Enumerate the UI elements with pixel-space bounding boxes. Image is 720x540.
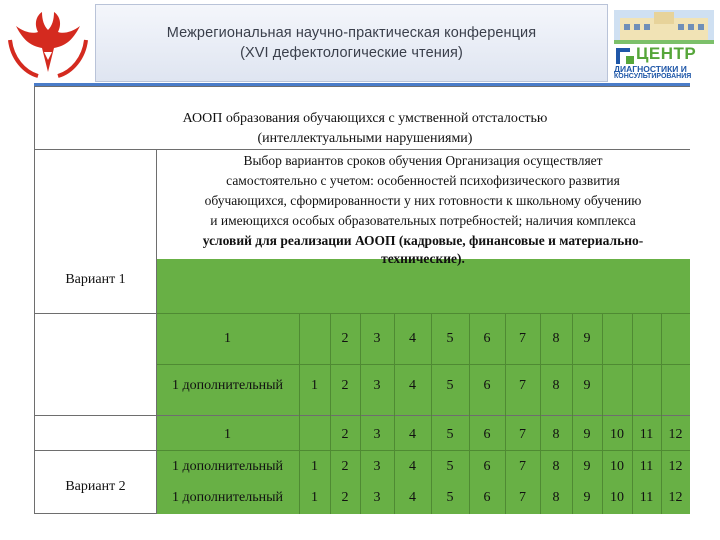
grade-number: 7 [519, 378, 526, 393]
note-line-3: обучающихся, сформированности у них готовности к школьному обучению [204, 193, 642, 208]
udmurtia-emblem-logo [2, 2, 94, 84]
grade-column-divider [602, 313, 603, 514]
grade-number: 3 [373, 427, 381, 442]
grade-number: 9 [583, 490, 591, 505]
variant-1-label: Вариант 1 [65, 272, 126, 287]
row-label: 1 дополнительный [172, 459, 283, 474]
grade-number: 8 [552, 427, 560, 442]
grade-column-divider [632, 313, 633, 514]
grade-number: 10 [610, 427, 624, 442]
grade-number: 6 [483, 331, 491, 346]
grade-number: 9 [583, 459, 591, 474]
grade-number: 1 [311, 490, 318, 505]
grade-number: 5 [446, 378, 454, 393]
grade-number: 1 [311, 459, 318, 474]
row-label: 1 [224, 427, 231, 442]
grade-number: 11 [639, 490, 654, 505]
grade-number: 7 [519, 459, 526, 474]
row-label: 1 дополнительный [172, 490, 283, 505]
grade-number: 8 [552, 378, 560, 393]
grade-number: 4 [409, 490, 416, 505]
grade-number: 5 [446, 427, 454, 442]
logo-diagnostics-text: ДИАГНОСТИКИ И [614, 64, 687, 74]
grade-number: 2 [341, 331, 349, 346]
grade-number: 3 [373, 331, 381, 346]
grade-number: 3 [373, 459, 381, 474]
header [0, 0, 720, 86]
grade-number: 12 [668, 459, 683, 474]
grade-number: 11 [639, 459, 654, 474]
grade-number: 8 [552, 459, 560, 474]
row-label: 1 [224, 331, 231, 346]
grade-number: 4 [409, 331, 416, 346]
grade-number: 6 [483, 459, 491, 474]
diagnostics-center-logo [610, 4, 718, 82]
conference-title-line2: (XVI дефектологические чтения) [240, 45, 463, 61]
grade-number: 10 [610, 490, 624, 505]
grade-number: 4 [409, 427, 416, 442]
grade-number: 4 [409, 378, 416, 393]
grade-number: 6 [483, 427, 491, 442]
table-heading-line2: (интеллектуальными нарушениями) [257, 131, 473, 146]
grade-number: 2 [341, 378, 349, 393]
grade-number: 2 [341, 490, 349, 505]
hline-row2-top [156, 364, 690, 365]
grade-number: 6 [483, 490, 491, 505]
grade-number: 8 [552, 490, 560, 505]
grade-number: 5 [446, 331, 454, 346]
grade-number: 9 [583, 331, 591, 346]
grade-number: 4 [409, 459, 416, 474]
grade-number: 6 [483, 378, 491, 393]
note-line-5: условий для реализации АООП (кадровые, финансовые и материально- [202, 233, 644, 248]
grade-number: 9 [583, 427, 591, 442]
row-label: 1 дополнительный [172, 378, 283, 393]
grade-number: 7 [519, 490, 526, 505]
logo-consulting-text: КОНСУЛЬТИРОВАНИЯ [614, 73, 692, 80]
hline-variant-split [35, 415, 690, 416]
grade-number: 3 [373, 490, 381, 505]
grade-number: 12 [668, 490, 683, 505]
grade-number: 2 [341, 459, 349, 474]
note-line-6: технические). [381, 251, 465, 266]
grade-column-divider [299, 313, 300, 514]
grade-number: 5 [446, 490, 454, 505]
hline-variant2-top [35, 450, 156, 451]
grade-number: 8 [552, 331, 560, 346]
hline-row4-top [156, 450, 690, 451]
conference-title-banner [95, 4, 608, 82]
grade-number: 10 [610, 459, 624, 474]
grade-number: 3 [373, 378, 381, 393]
grade-number: 12 [668, 427, 683, 442]
conference-title-line1: Межрегиональная научно-практическая конференция [166, 25, 537, 41]
grade-number: 7 [519, 331, 526, 346]
grade-number: 5 [446, 459, 454, 474]
table-heading-line1: АООП образования обучающихся с умственной отсталостью [182, 111, 548, 126]
logo-center-text: ЦЕНТР [636, 44, 697, 63]
grade-number: 9 [583, 378, 591, 393]
grade-number: 11 [639, 427, 654, 442]
grade-column-divider [661, 313, 662, 514]
note-line-4: и имеющихся особых образовательных потребностей; наличия комплекса [210, 213, 636, 228]
aoop-terms-table [34, 86, 690, 514]
grade-number: 1 [311, 378, 318, 393]
hline-variant1-mid [35, 313, 156, 314]
hline-row1-top [156, 313, 690, 314]
hline-heading [35, 149, 690, 150]
grade-number: 7 [519, 427, 526, 442]
note-line-1: Выбор вариантов сроков обучения Организация осуществляет [243, 153, 603, 168]
grade-number: 2 [341, 427, 349, 442]
note-line-2: самостоятельно с учетом: особенностей психофизического развития [226, 173, 620, 188]
variant-2-label: Вариант 2 [65, 479, 126, 494]
